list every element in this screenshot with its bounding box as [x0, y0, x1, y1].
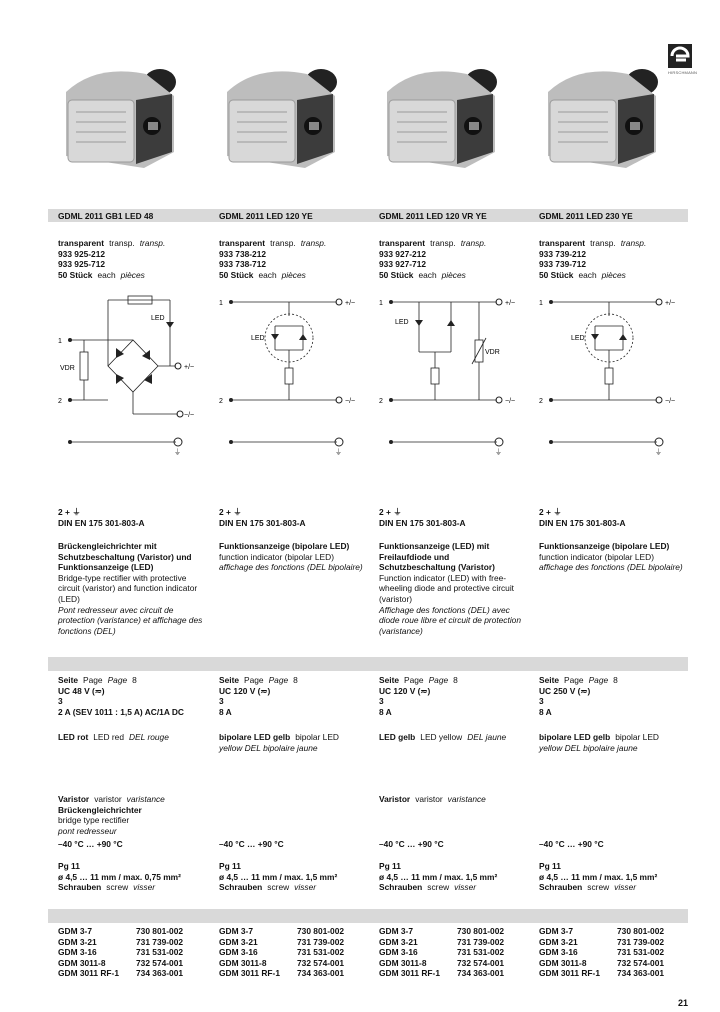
part-name: GDM 3-21	[58, 936, 97, 947]
varistor-label: VDR	[60, 365, 75, 372]
desc-de: Funktionsanzeige (bipolare LED)	[539, 541, 670, 551]
desc-fr: Affichage des fonctions (DEL) avec diode roue libre et circuit de protection (varistance)	[379, 604, 521, 636]
mounting-4	[539, 861, 694, 893]
cable: ø 4,5 … 11 mm / max. 1,5 mm²	[379, 871, 498, 882]
screws-fr: visser	[454, 882, 477, 893]
desc-fr: affichage des fonctions (DEL bipolaire)	[539, 562, 683, 573]
pack-fr: pièces	[120, 269, 145, 280]
ground-label: ⏚	[495, 449, 502, 456]
connector-photo-2	[217, 56, 349, 176]
rect-de: Brückengleichrichter	[58, 804, 142, 815]
temperature-2: –40 °C … +90 °C	[219, 839, 284, 849]
led-en: LED red	[93, 732, 124, 742]
page-fr: Page	[268, 675, 289, 685]
page-number: 21	[678, 998, 689, 1008]
part-number: 734 363-001	[617, 968, 665, 979]
parts-list-1	[58, 926, 213, 979]
pin2-label: 2	[539, 398, 543, 405]
temperature-1: –40 °C … +90 °C	[58, 839, 123, 849]
order-no-1: 933 927-212	[379, 248, 427, 259]
color-fr: transp.	[139, 238, 166, 248]
led-fr: DEL jaune	[467, 732, 507, 742]
contacts: 2 + ⏚	[219, 507, 242, 517]
poles: 3	[219, 696, 224, 707]
voltage: UC 48 V (≂)	[58, 685, 105, 696]
pack-de: 50 Stück	[539, 269, 574, 280]
poles: 3	[58, 696, 63, 707]
order-no-2: 933 738-712	[219, 259, 267, 270]
pin1-label: 1	[58, 338, 62, 345]
description-2	[219, 541, 367, 573]
sig-label-2: −/~	[345, 398, 356, 405]
specs-4	[539, 675, 694, 717]
sig-label: +/~	[184, 364, 195, 371]
pin1-label: 1	[219, 300, 223, 307]
spec-header-1	[58, 507, 213, 528]
led-de: bipolare LED gelb	[219, 732, 291, 742]
pack-fr: pièces	[441, 269, 466, 280]
led-label: LED	[251, 335, 265, 342]
spec-header-4	[539, 507, 694, 528]
page-fr: Page	[588, 675, 609, 685]
desc-fr: Pont redresseur avec circuit de protection (varistance) et affichage des fonctions (DEL)	[58, 604, 203, 636]
connector-photo-4	[538, 56, 670, 176]
page-de: Seite	[58, 675, 79, 685]
part-name: GDM 3011 RF-1	[539, 968, 600, 979]
pin2-label: 2	[58, 398, 62, 405]
mounting-1	[58, 861, 213, 893]
led-line2: yellow DEL bipolaire jaune	[539, 742, 638, 753]
temperature-4: –40 °C … +90 °C	[539, 839, 604, 849]
sig-label-2: −/~	[505, 398, 516, 405]
description-3	[379, 541, 527, 636]
voltage: UC 120 V (≂)	[219, 685, 271, 696]
desc-de: Funktionsanzeige (bipolare LED)	[219, 541, 350, 551]
standard: DIN EN 175 301-803-A	[219, 517, 306, 528]
thread: Pg 11	[58, 861, 80, 871]
pin1-label: 1	[379, 300, 383, 307]
part-number: 734 363-001	[457, 968, 505, 979]
prot-fr: varistance	[126, 794, 165, 804]
pack-fr: pièces	[601, 269, 626, 280]
part-name: GDM 3-7	[58, 926, 92, 936]
color-en: transp.	[430, 238, 456, 248]
screws-fr: visser	[133, 882, 156, 893]
desc-en: Function indicator (LED) with free-wheeling diode and protective circuit (varistor)	[379, 572, 515, 604]
part-name: GDM 3-16	[539, 947, 578, 958]
color-fr: transp.	[620, 238, 647, 248]
part-number: 731 739-002	[617, 936, 665, 947]
specs-2	[219, 675, 374, 717]
led-en: bipolar LED	[615, 732, 659, 742]
pack-de: 50 Stück	[379, 269, 414, 280]
pin2-label: 2	[379, 398, 383, 405]
screws-de: Schrauben	[539, 882, 583, 893]
order-no-1: 933 738-212	[219, 248, 267, 259]
color-fr: transp.	[300, 238, 327, 248]
part-number: 731 739-002	[136, 936, 184, 947]
led-de: bipolare LED gelb	[539, 732, 611, 742]
screws-fr: visser	[294, 882, 317, 893]
circuit-diagram-4	[539, 292, 689, 462]
prot-en: varistor	[415, 794, 443, 804]
sig-label: +/~	[345, 300, 356, 307]
screws-fr: visser	[614, 882, 637, 893]
page-fr: Page	[107, 675, 128, 685]
voltage: UC 120 V (≂)	[379, 685, 431, 696]
page-fr: Page	[428, 675, 449, 685]
part-name: GDM 3-21	[219, 936, 258, 947]
standard: DIN EN 175 301-803-A	[539, 517, 626, 528]
part-name: GDM 3011-8	[58, 957, 106, 968]
part-name: GDM 3011 RF-1	[58, 968, 119, 979]
pack-de: 50 Stück	[58, 269, 93, 280]
part-number: 732 574-001	[136, 957, 184, 968]
order-block-4	[539, 238, 694, 280]
part-number: 730 801-002	[136, 926, 184, 936]
page-de: Seite	[219, 675, 240, 685]
prot-de: Varistor	[379, 794, 411, 804]
order-block-2	[219, 238, 374, 280]
led-info-4	[539, 732, 694, 753]
led-en: bipolar LED	[295, 732, 339, 742]
color-en: transp.	[109, 238, 135, 248]
pin2-label: 2	[219, 398, 223, 405]
current: 8 A	[539, 706, 552, 717]
part-name: GDM 3-7	[539, 926, 573, 936]
contacts: 2 + ⏚	[58, 507, 81, 517]
logo-text: HIRSCHMANN	[668, 70, 698, 75]
ground-label: ⏚	[335, 449, 342, 456]
connector-photo-1	[56, 56, 188, 176]
parts-list-3	[379, 926, 534, 979]
cable: ø 4,5 … 11 mm / max. 1,5 mm²	[539, 871, 658, 882]
part-number: 734 363-001	[297, 968, 345, 979]
part-number: 730 801-002	[617, 926, 665, 936]
desc-de: Brückengleichrichter mit Schutzbeschaltung (Varistor) und Funktionsanzeige (LED)	[58, 541, 192, 573]
part-name: GDM 3-16	[219, 947, 258, 958]
part-name: GDM 3011 RF-1	[379, 968, 440, 979]
part-name: GDM 3-7	[379, 926, 413, 936]
cable: ø 4,5 … 11 mm / max. 0,75 mm²	[58, 871, 181, 882]
part-number: 731 739-002	[297, 936, 345, 947]
temperature-3: –40 °C … +90 °C	[379, 839, 444, 849]
part-name: GDM 3-21	[379, 936, 418, 947]
screws-en: screw	[267, 882, 290, 893]
product-name-2: GDML 2011 LED 120 YE	[219, 211, 313, 221]
screws-en: screw	[427, 882, 450, 893]
poles: 3	[539, 696, 544, 707]
color-en: transp.	[590, 238, 616, 248]
thread: Pg 11	[379, 861, 401, 871]
part-name: GDM 3011 RF-1	[219, 968, 280, 979]
sig-label-2: −/~	[665, 398, 676, 405]
part-number: 731 531-002	[297, 947, 345, 958]
part-number: 731 531-002	[136, 947, 184, 958]
product-name-4: GDML 2011 LED 230 YE	[539, 211, 633, 221]
color-de: transparent	[539, 238, 586, 248]
rect-fr: pont redresseur	[58, 825, 117, 836]
pack-en: each	[418, 269, 437, 280]
order-block-1	[58, 238, 213, 280]
varistor-label: VDR	[485, 349, 500, 356]
color-de: transparent	[219, 238, 266, 248]
led-info-1	[58, 732, 213, 743]
part-number: 734 363-001	[136, 968, 184, 979]
section-band-specs	[48, 657, 688, 671]
sig-label: +/~	[505, 300, 516, 307]
product-name-3: GDML 2011 LED 120 VR YE	[379, 211, 487, 221]
led-de: LED gelb	[379, 732, 416, 742]
order-no-1: 933 925-212	[58, 248, 106, 259]
desc-de: Funktionsanzeige (LED) mit Freilaufdiode und Schutzbeschaltung (Varistor)	[379, 541, 495, 573]
pack-en: each	[97, 269, 116, 280]
sig-label: +/~	[665, 300, 676, 307]
part-number: 730 801-002	[297, 926, 345, 936]
desc-en: Bridge-type rectifier with protective circuit (varistor) and function indicator (LED)	[58, 572, 198, 604]
color-en: transp.	[270, 238, 296, 248]
part-name: GDM 3-21	[539, 936, 578, 947]
desc-fr: affichage des fonctions (DEL bipolaire)	[219, 562, 363, 573]
standard: DIN EN 175 301-803-A	[379, 517, 466, 528]
part-number: 732 574-001	[457, 957, 505, 968]
screws-de: Schrauben	[219, 882, 263, 893]
mounting-3	[379, 861, 534, 893]
page-en: Page	[83, 675, 103, 685]
led-en: LED yellow	[420, 732, 463, 742]
page-no: 8	[613, 675, 618, 685]
screws-de: Schrauben	[58, 882, 102, 893]
color-fr: transp.	[460, 238, 487, 248]
led-line2: yellow DEL bipolaire jaune	[219, 742, 318, 753]
page-de: Seite	[539, 675, 560, 685]
current: 8 A	[219, 706, 232, 717]
rect-en: bridge type rectifier	[58, 815, 130, 826]
prot-en: varistor	[94, 794, 122, 804]
protection-1	[58, 794, 213, 836]
sig-label-2: −/~	[184, 412, 195, 419]
prot-de: Varistor	[58, 794, 90, 804]
part-number: 731 739-002	[457, 936, 505, 947]
page-en: Page	[404, 675, 424, 685]
protection-3	[379, 794, 534, 805]
order-block-3	[379, 238, 534, 280]
voltage: UC 250 V (≂)	[539, 685, 591, 696]
parts-list-4	[539, 926, 694, 979]
circuit-diagram-2	[219, 292, 369, 462]
led-de: LED rot	[58, 732, 89, 742]
led-label: LED	[571, 335, 585, 342]
page-de: Seite	[379, 675, 400, 685]
current: 8 A	[379, 706, 392, 717]
standard: DIN EN 175 301-803-A	[58, 517, 145, 528]
ground-label: ⏚	[655, 449, 662, 456]
order-no-1: 933 739-212	[539, 248, 587, 259]
pack-en: each	[258, 269, 277, 280]
pin1-label: 1	[539, 300, 543, 307]
poles: 3	[379, 696, 384, 707]
connector-photo-3	[377, 56, 509, 176]
part-name: GDM 3-16	[379, 947, 418, 958]
current: 2 A (SEV 1011 : 1,5 A) AC/1A DC	[58, 706, 184, 717]
part-number: 732 574-001	[297, 957, 345, 968]
circuit-diagram-3	[379, 292, 529, 462]
cable: ø 4,5 … 11 mm / max. 1,5 mm²	[219, 871, 338, 882]
led-fr: DEL rouge	[128, 732, 169, 742]
part-number: 730 801-002	[457, 926, 505, 936]
description-1	[58, 541, 206, 636]
led-info-3	[379, 732, 534, 743]
color-de: transparent	[379, 238, 426, 248]
part-number: 731 531-002	[617, 947, 665, 958]
led-label: LED	[151, 315, 165, 322]
spec-header-3	[379, 507, 534, 528]
contacts: 2 + ⏚	[539, 507, 562, 517]
pack-de: 50 Stück	[219, 269, 254, 280]
product-name-1: GDML 2011 GB1 LED 48	[58, 211, 154, 221]
page-no: 8	[453, 675, 458, 685]
part-number: 732 574-001	[617, 957, 665, 968]
page-en: Page	[564, 675, 584, 685]
part-name: GDM 3011-8	[219, 957, 267, 968]
description-4	[539, 541, 687, 573]
specs-1	[58, 675, 213, 717]
color-de: transparent	[58, 238, 105, 248]
desc-en: function indicator (bipolar LED)	[539, 551, 654, 562]
thread: Pg 11	[219, 861, 241, 871]
order-no-2: 933 927-712	[379, 259, 427, 270]
part-name: GDM 3-16	[58, 947, 97, 958]
section-band-parts	[48, 909, 688, 923]
thread: Pg 11	[539, 861, 561, 871]
part-name: GDM 3011-8	[379, 957, 427, 968]
parts-list-2	[219, 926, 374, 979]
led-info-2	[219, 732, 374, 753]
ground-label: ⏚	[174, 449, 181, 456]
page-no: 8	[293, 675, 298, 685]
order-no-2: 933 925-712	[58, 259, 106, 270]
hirschmann-logo	[668, 44, 692, 68]
contacts: 2 + ⏚	[379, 507, 402, 517]
pack-en: each	[578, 269, 597, 280]
pack-fr: pièces	[281, 269, 306, 280]
page-no: 8	[132, 675, 137, 685]
page-en: Page	[244, 675, 264, 685]
prot-fr: varistance	[447, 794, 486, 804]
screws-en: screw	[106, 882, 129, 893]
led-label: LED	[395, 319, 409, 326]
part-name: GDM 3-7	[219, 926, 253, 936]
screws-en: screw	[587, 882, 610, 893]
circuit-diagram-1	[58, 292, 208, 462]
spec-header-2	[219, 507, 374, 528]
screws-de: Schrauben	[379, 882, 423, 893]
mounting-2	[219, 861, 374, 893]
order-no-2: 933 739-712	[539, 259, 587, 270]
specs-3	[379, 675, 534, 717]
desc-en: function indicator (bipolar LED)	[219, 551, 334, 562]
part-number: 731 531-002	[457, 947, 505, 958]
part-name: GDM 3011-8	[539, 957, 587, 968]
